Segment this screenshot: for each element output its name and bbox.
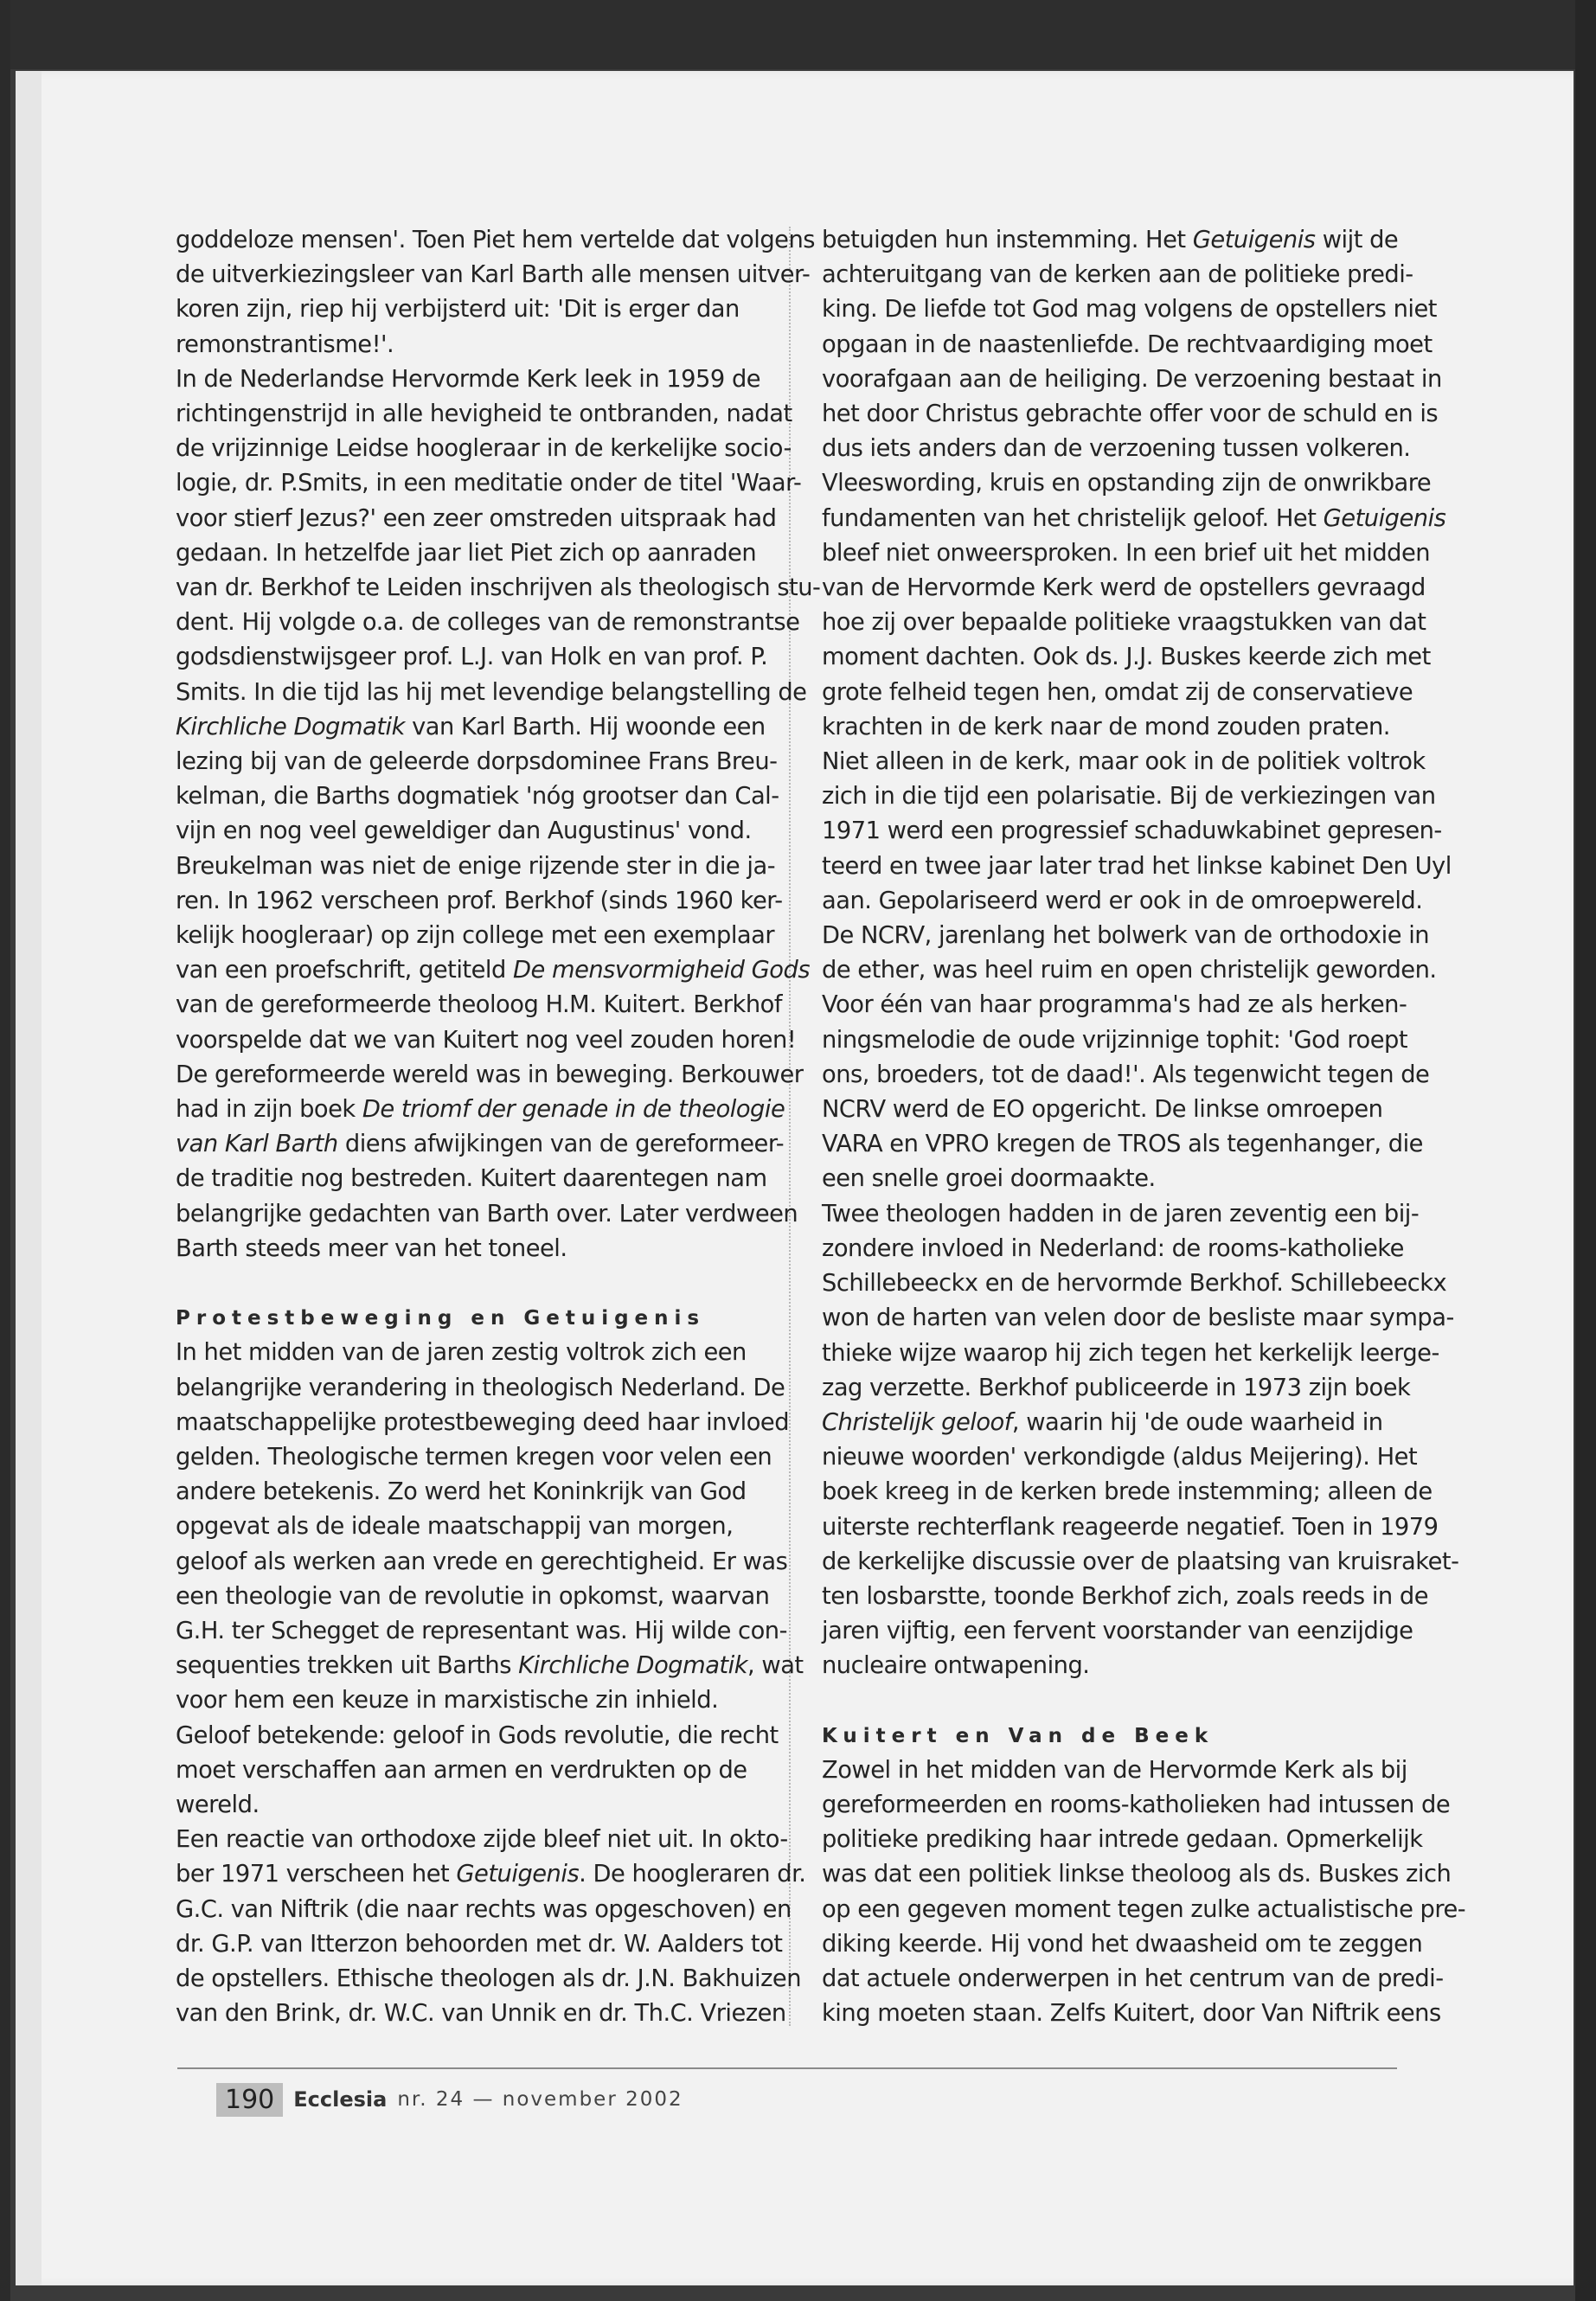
text-line: een theologie van de revolutie in opkomst, waarvan [176, 1582, 770, 1610]
text-line: gedaan. In hetzelfde jaar liet Piet zich op aanraden [176, 539, 757, 567]
text-fragment: fundamenten van het christelijk geloof. Het [822, 504, 1324, 532]
text-line [176, 953, 811, 988]
text-line: Voor één van haar programma's had ze als herken- [822, 991, 1407, 1019]
text-line: van den Brink, dr. W.C. van Unnik en dr. Th.C. Vriezen [176, 2000, 786, 2028]
text-line: geloof als werken aan vrede en gerechtigheid. Er was [176, 1548, 788, 1575]
text-line [822, 502, 1446, 536]
text-line: voorafgaan aan de heiliging. De verzoening bestaat in [822, 365, 1442, 393]
text-fragment: , wat [747, 1652, 804, 1680]
text-line: king moeten staan. Zelfs Kuitert, door Van Niftrik eens [822, 2000, 1441, 2028]
page-footer [216, 2081, 683, 2118]
book-title: Getuigenis [1323, 504, 1446, 532]
text-line: diking keerde. Hij vond het dwaasheid om te zeggen [822, 1930, 1423, 1958]
text-fragment: van een proefschrift, getiteld [176, 957, 513, 984]
book-title: Getuigenis [456, 1861, 580, 1888]
text-line [176, 1857, 806, 1892]
text-fragment: betuigden hun instemming. Het [822, 227, 1193, 253]
book-title: Getuigenis [1192, 227, 1316, 253]
scan-border-right [1575, 0, 1596, 2301]
text-line: lezing bij van de geleerde dorpsdominee Frans Breu- [176, 748, 778, 776]
text-line: ten losbarstte, toonde Berkhof zich, zoals reeds in de [822, 1582, 1429, 1610]
text-line: 1971 werd een progressief schaduwkabinet gepresen- [822, 817, 1442, 845]
text-line: uiterste rechterflank reageerde negatief. Toen in 1979 [822, 1513, 1439, 1541]
text-line: de opstellers. Ethische theologen als dr. J.N. Bakhuizen [176, 1965, 801, 1992]
left-column [176, 223, 821, 2031]
column-divider [789, 227, 791, 2026]
text-line: goddeloze mensen'. Toen Piet hem vertelde dat volgens [176, 227, 815, 253]
text-line: van dr. Berkhof te Leiden inschrijven als theologisch stu- [176, 574, 821, 602]
scan-border-top [0, 0, 1596, 69]
text-line: vijn en nog veel geweldiger dan Augustinus' vond. [176, 817, 752, 845]
text-line: de ether, was heel ruim en open christelijk geworden. [822, 957, 1437, 984]
text-line: Breukelman was niet de enige rijzende ster in die ja- [176, 852, 776, 880]
book-title: De triomf der genade in de theologie [362, 1096, 785, 1124]
text-line: gereformeerden en rooms-katholieken had intussen de [822, 1791, 1451, 1818]
text-line [176, 1649, 804, 1683]
text-line: hoe zij over bepaalde politieke vraagstukken van dat [822, 609, 1426, 637]
text-line: belangrijke gedachten van Barth over. Later verdween [176, 1200, 798, 1227]
text-line: thieke wijze waarop hij zich tegen het kerkelijk leerge- [822, 1339, 1439, 1367]
text-line: dr. G.P. van Itterzon behoorden met dr. W. Aalders tot [176, 1930, 783, 1958]
text-line: Een reactie van orthodoxe zijde bleef niet uit. In okto- [176, 1826, 788, 1854]
book-title: Kirchliche Dogmatik [518, 1652, 748, 1680]
spacer [176, 1266, 764, 1301]
text-line: belangrijke verandering in theologisch Nederland. De [176, 1374, 785, 1401]
text-line: godsdienstwijsgeer prof. L.J. van Holk en van prof. P. [176, 644, 768, 671]
book-title: Kirchliche Dogmatik [176, 713, 405, 740]
text-line: dus iets anders dan de verzoening tussen volkeren. [822, 435, 1411, 463]
text-line: Vleeswording, kruis en opstanding zijn de onwrikbare [822, 470, 1432, 497]
text-line: boek kreeg in de kerken brede instemming; alleen de [822, 1478, 1433, 1506]
text-line: Schillebeeckx en de hervormde Berkhof. Schillebeeckx [822, 1270, 1447, 1298]
text-line: Smits. In die tijd las hij met levendige belangstelling de [176, 678, 807, 706]
text-line: G.H. ter Schegget de representant was. Hij wilde con- [176, 1617, 787, 1644]
text-line: zag verzette. Berkhof publiceerde in 1973 zijn boek [822, 1374, 1411, 1401]
text-line: Barth steeds meer van het toneel. [176, 1234, 567, 1262]
text-line: voor stierf Jezus?' een zeer omstreden uitspraak had [176, 504, 777, 532]
text-line: krachten in de kerk naar de mond zouden praten. [822, 713, 1390, 740]
text-line: ningsmelodie de oude vrijzinnige tophit: 'God roept [822, 1026, 1408, 1054]
text-fragment: diens afwijkingen van de gereformeer- [337, 1131, 785, 1158]
book-title: Christelijk geloof [822, 1408, 1012, 1436]
text-line: kelijk hoogleraar) op zijn college met een exemplaar [176, 922, 775, 950]
section-heading: Kuitert en Van de Beek [822, 1724, 1215, 1747]
text-fragment: wijt de [1315, 227, 1399, 253]
text-line: dat actuele onderwerpen in het centrum van de predi- [822, 1965, 1444, 1992]
text-line: In het midden van de jaren zestig voltrok zich een [176, 1339, 747, 1367]
text-fragment: , waarin hij 'de oude waarheid in [1011, 1408, 1383, 1436]
text-line: koren zijn, riep hij verbijsterd uit: 'Dit is erger dan [176, 296, 740, 324]
text-line: opgevat als de ideale maatschappij van morgen, [176, 1513, 734, 1541]
text-line: de vrijzinnige Leidse hoogleraar in de kerkelijke socio- [176, 435, 792, 463]
text-line: een snelle groei doormaakte. [822, 1165, 1156, 1193]
issue-info: nr. 24 — november 2002 [397, 2088, 683, 2111]
text-line [822, 1406, 1397, 1440]
text-line [822, 223, 1397, 258]
text-line: wereld. [176, 1791, 260, 1818]
text-line: VARA en VPRO kregen de TROS als tegenhanger, die [822, 1131, 1423, 1158]
text-line: won de harten van velen door de besliste maar sympa- [822, 1304, 1454, 1332]
text-fragment: ber 1971 verscheen het [176, 1861, 457, 1888]
text-line: was dat een politiek linkse theoloog als ds. Buskes zich [822, 1861, 1452, 1888]
scan-border-left [0, 0, 10, 2301]
text-line: Niet alleen in de kerk, maar ook in de politiek voltrok [822, 748, 1426, 776]
text-line: jaren vijftig, een fervent voorstander van eenzijdige [822, 1618, 1413, 1645]
text-line [176, 710, 764, 745]
section-heading: Protestbeweging en Getuigenis [176, 1307, 706, 1330]
magazine-name: Ecclesia [293, 2087, 388, 2112]
text-line: De gereformeerde wereld was in beweging. Berkouwer [176, 1061, 804, 1088]
book-title: De mensvormigheid Gods [513, 957, 811, 984]
text-line: Geloof betekende: geloof in Gods revolutie, die recht [176, 1721, 779, 1749]
text-line: moment dachten. Ook ds. J.J. Buskes keerde zich met [822, 644, 1431, 671]
text-line: moet verschaffen aan armen en verdrukten op de [176, 1756, 747, 1784]
book-title: van Karl Barth [176, 1131, 338, 1158]
text-line: Twee theologen hadden in de jaren zeventig een bij- [822, 1200, 1420, 1227]
footer-rule [177, 2067, 1397, 2069]
text-line: richtingenstrijd in alle hevigheid te ontbranden, nadat [176, 401, 792, 428]
text-line: teerd en twee jaar later trad het linkse kabinet Den Uyl [822, 852, 1452, 880]
text-line: grote felheid tegen hen, omdat zij de conservatieve [822, 678, 1413, 706]
text-line: het door Christus gebrachte offer voor de schuld en is [822, 401, 1439, 428]
page-number: 190 [216, 2083, 283, 2117]
text-line: voor hem een keuze in marxistische zin inhield. [176, 1687, 719, 1715]
text-line: andere betekenis. Zo werd het Koninkrijk van God [176, 1478, 747, 1506]
text-line [176, 1127, 785, 1162]
text-line: gelden. Theologische termen kregen voor velen een [176, 1443, 772, 1471]
text-line: achteruitgang van de kerken aan de politieke predi- [822, 261, 1413, 289]
text-line: bleef niet onweersproken. In een brief uit het midden [822, 539, 1431, 567]
text-line: remonstrantisme!'. [176, 330, 394, 358]
right-column [822, 223, 1466, 2031]
text-line: de uitverkiezingsleer van Karl Barth alle mensen uitver- [176, 261, 811, 289]
text-line: ren. In 1962 verscheen prof. Berkhof (sinds 1960 ker- [176, 887, 783, 914]
text-fragment: van Karl Barth. Hij woonde een [404, 713, 766, 740]
text-line: politieke prediking haar intrede gedaan. Opmerkelijk [822, 1826, 1423, 1854]
text-line: zondere invloed in Nederland: de rooms-katholieke [822, 1234, 1404, 1262]
text-line: op een gegeven moment tegen zulke actualistische pre- [822, 1895, 1466, 1923]
text-line: de traditie nog bestreden. Kuitert daarentegen nam [176, 1165, 767, 1193]
text-line: De NCRV, jarenlang het bolwerk van de orthodoxie in [822, 922, 1430, 950]
text-line: dent. Hij volgde o.a. de colleges van de remonstrantse [176, 609, 800, 637]
text-line: zich in die tijd een polarisatie. Bij de verkiezingen van [822, 783, 1436, 811]
text-fragment: . De hoogleraren dr. [579, 1861, 806, 1888]
text-line: Zowel in het midden van de Hervormde Kerk als bij [822, 1756, 1407, 1784]
text-line: voorspelde dat we van Kuitert nog veel zouden horen! [176, 1026, 797, 1054]
text-line: maatschappelijke protestbeweging deed haar invloed [176, 1408, 790, 1436]
text-line: logie, dr. P.Smits, in een meditatie onder de titel 'Waar- [176, 470, 802, 497]
text-line [176, 1093, 785, 1127]
text-line: nieuwe woorden' verkondigde (aldus Meijering). Het [822, 1444, 1418, 1471]
text-line: aan. Gepolariseerd werd er ook in de omroepwereld. [822, 887, 1423, 914]
text-line: van de gereformeerde theoloog H.M. Kuitert. Berkhof [176, 991, 782, 1019]
text-line: de kerkelijke discussie over de plaatsing van kruisraket- [822, 1548, 1459, 1575]
text-line: ons, broeders, tot de daad!'. Als tegenwicht tegen de [822, 1061, 1430, 1088]
text-line: opgaan in de naastenliefde. De rechtvaardiging moet [822, 330, 1433, 358]
text-line: van de Hervormde Kerk werd de opstellers gevraagd [822, 574, 1426, 602]
text-line: king. De liefde tot God mag volgens de opstellers niet [822, 296, 1437, 324]
text-fragment: sequenties trekken uit Barths [176, 1652, 519, 1680]
text-line: kelman, die Barths dogmatiek 'nóg grootser dan Cal- [176, 783, 779, 811]
text-line: In de Nederlandse Hervormde Kerk leek in 1959 de [176, 365, 761, 393]
text-line: G.C. van Niftrik (die naar rechts was opgeschoven) en [176, 1895, 792, 1923]
text-line: NCRV werd de EO opgericht. De linkse omroepen [822, 1096, 1383, 1124]
text-fragment: had in zijn boek [176, 1096, 362, 1124]
spacer [822, 1684, 1397, 1719]
text-line: nucleaire ontwapening. [822, 1652, 1090, 1680]
page-gutter-shadow [16, 71, 42, 2285]
